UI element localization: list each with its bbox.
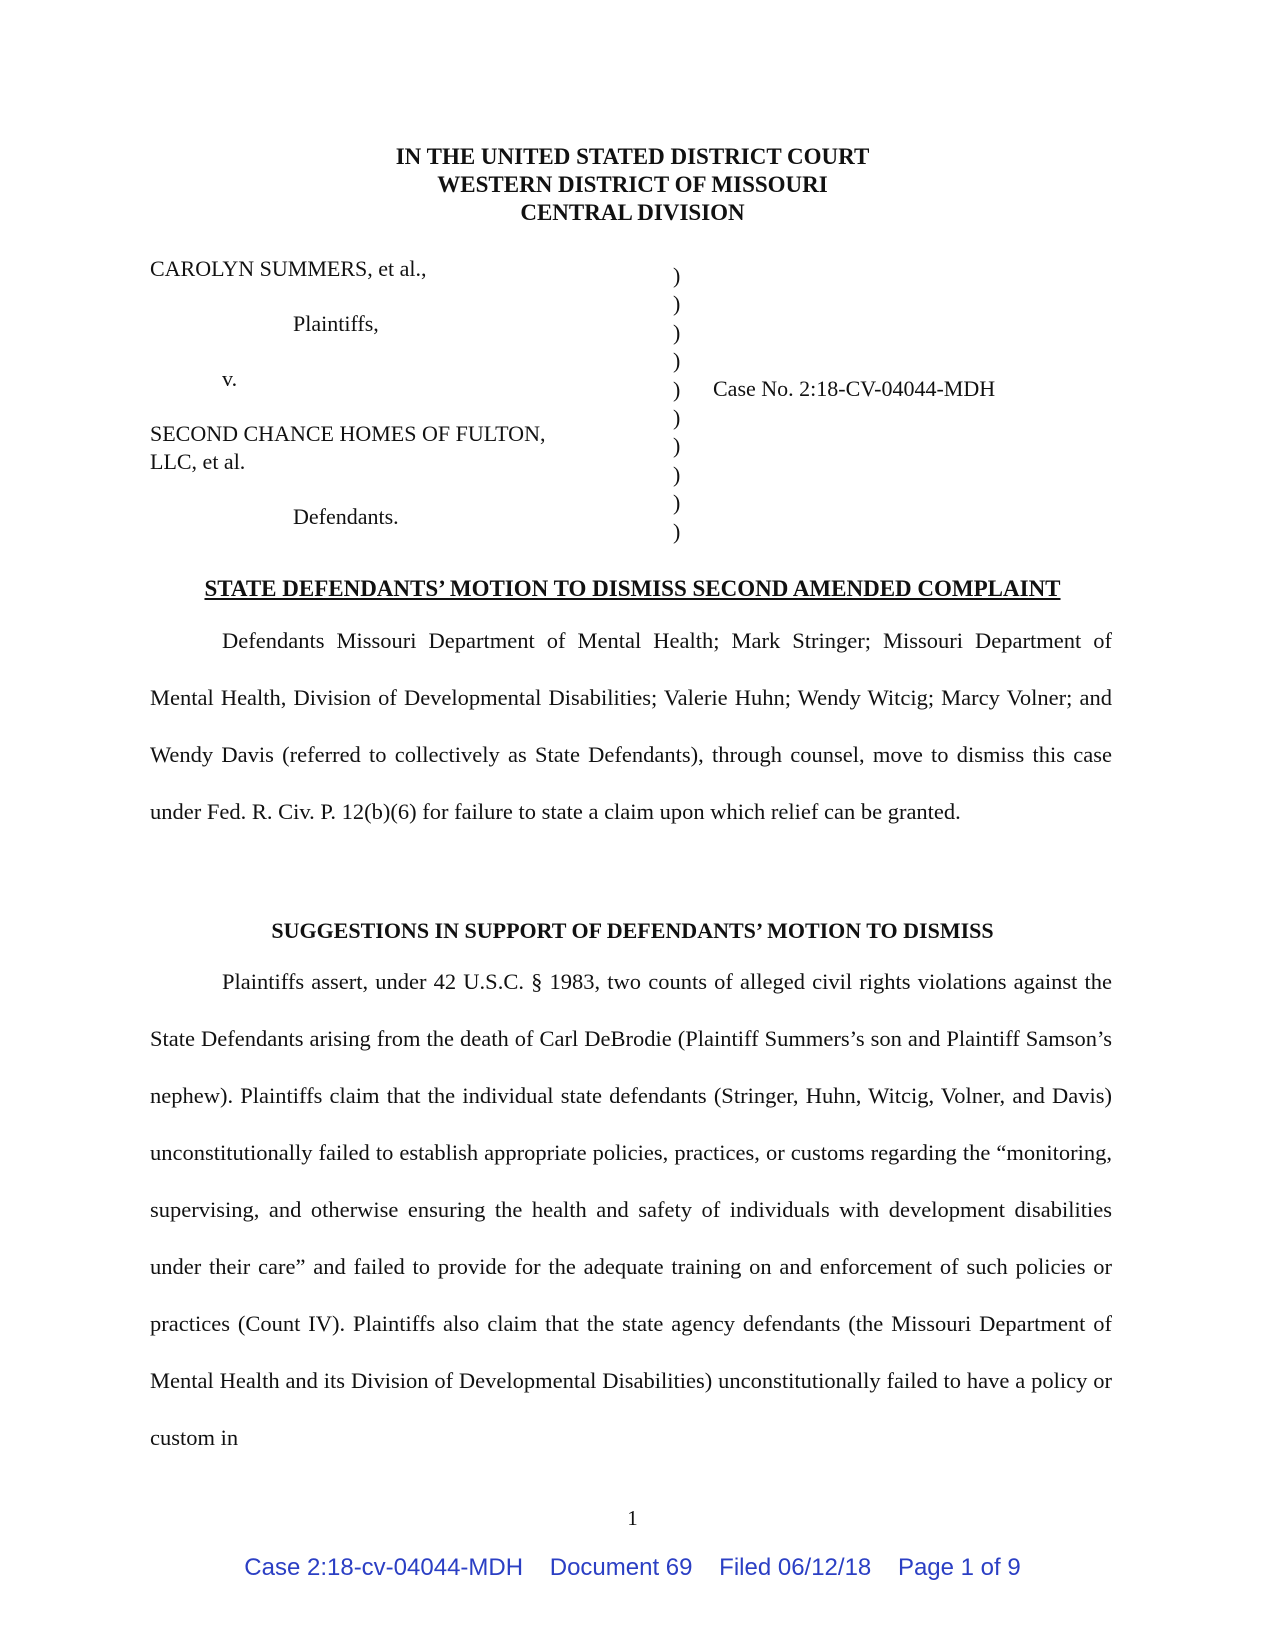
motion-paragraph [150,612,1112,840]
caption-paren: ) [673,461,681,487]
motion-title: STATE DEFENDANTS’ MOTION TO DISMISS SECOND AMENDED COMPLAINT [204,576,1061,601]
footer-document: Document 69 [549,1554,693,1581]
plaintiff-role: Plaintiffs, [293,311,379,336]
motion-paragraph-text: Defendants Missouri Department of Mental Health; Mark Stringer; Missouri Department of Mental Health, Division of Developmental Disabilities; Valerie Huhn; Wendy Witcig; Marcy Volner; and Wendy Davis (referred to collectively as State Defendants), through counsel, move to dismiss this case under Fed. R. Civ. P. 12(b)(6) for failure to state a claim upon which relief can be granted. [150,628,1112,824]
caption-paren: ) [673,319,681,345]
plaintiff-name: CAROLYN SUMMERS, et al., [150,256,427,281]
caption-paren: ) [673,405,681,431]
defendant-name-line1: SECOND CHANCE HOMES OF FULTON, [150,421,546,446]
caption-divider [673,262,680,546]
versus-label: v. [222,366,238,391]
defendant-name-line2: LLC, et al. [150,449,246,474]
ecf-footer [0,1553,1265,1583]
court-name: IN THE UNITED STATED DISTRICT COURT [395,144,870,169]
caption-paren: ) [673,490,681,516]
court-heading [0,143,1265,227]
caption-paren: ) [673,348,681,374]
suggestions-title: SUGGESTIONS IN SUPPORT OF DEFENDANTS’ MOTION TO DISMISS [271,918,994,943]
suggestions-paragraph-text: Plaintiffs assert, under 42 U.S.C. § 1983, two counts of alleged civil rights violations against the State Defendants arising from the death of Carl DeBrodie (Plaintiff Summers’s son and Plaintiff Samson’s nephew). Plaintiffs claim that the individual state defendants (Stringer, Huhn, Witcig, Volner, and Davis) unconstitutionally failed to establish appropriate policies, practices, or customs regarding the “monitoring, supervising, and otherwise ensuring the health and safety of individuals with development disabilities under their care” and failed to provide for the adequate training on and enforcement of such policies or practices (Count IV). Plaintiffs also claim that the state agency defendants (the Missouri Department of Mental Health and its Division of Developmental Disabilities) unconstitutionally failed to have a policy or custom in [150,969,1112,1450]
caption-paren: ) [673,518,681,544]
suggestions-paragraph [150,953,1112,1466]
footer-filed: Filed 06/12/18 [719,1554,872,1581]
caption-paren: ) [673,263,681,288]
caption-paren: ) [673,433,681,459]
caption-paren: ) [673,291,681,317]
footer-page: Page 1 of 9 [897,1554,1021,1581]
division-name: CENTRAL DIVISION [520,200,745,225]
page-number: 1 [627,1506,638,1530]
caption-paren: ) [673,376,681,402]
case-number: Case No. 2:18-CV-04044-MDH [713,376,996,401]
defendant-role: Defendants. [293,504,399,529]
district-name: WESTERN DISTRICT OF MISSOURI [437,172,828,197]
footer-case: Case 2:18-cv-04044-MDH [244,1554,524,1581]
